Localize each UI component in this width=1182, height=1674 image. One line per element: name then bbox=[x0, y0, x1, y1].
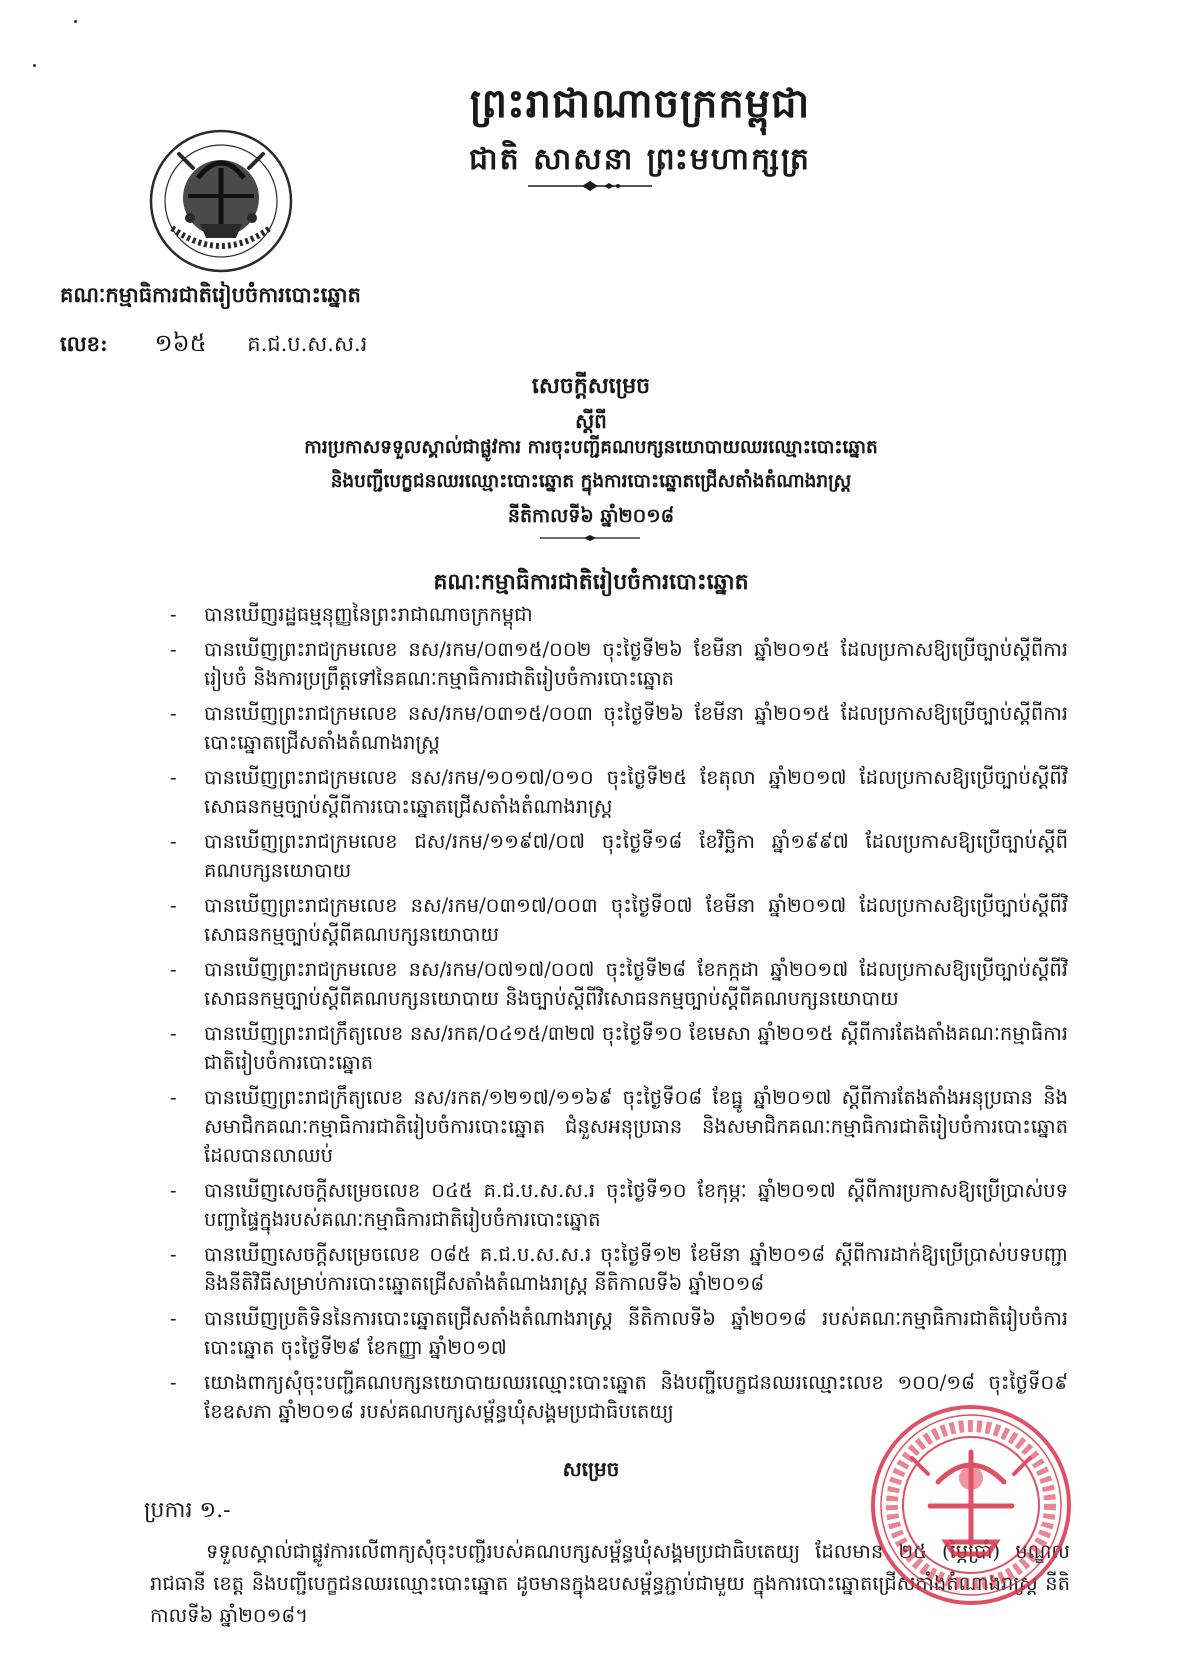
consideration-item: - បានឃើញព្រះរាជក្រមលេខ ជស/រកម/១១៩៧/០៧ ចុះថ្ងៃទី១៨ ខែវិច្ឆិកា ឆ្នាំ១៩៩៧ ដែលប្រកាសឱ្យប្រើច្បាប់ស្តីពីគណបក្សនយោបាយ bbox=[168, 827, 1068, 885]
consideration-item: - បានឃើញសេចក្តីសម្រេចលេខ ០៤៥ គ.ជ.ប.ស.ស.រ ចុះថ្ងៃទី១០ ខែកុម្ភៈ ឆ្នាំ២០១៧ ស្តីពីការប្រកាសឱ្យប្រើប្រាស់បទបញ្ជាផ្ទៃក្នុងរបស់គណៈកម្មាធិការជាតិរៀបចំការបោះឆ្នោត bbox=[168, 1176, 1068, 1234]
consideration-item: - បានឃើញព្រះរាជក្រមលេខ នស/រកម/០៣១៧/០០៣ ចុះថ្ងៃទី០៧ ខែមីនា ឆ្នាំ២០១៧ ដែលប្រកាសឱ្យប្រើច្បាប់ស្តីពីវិសោធនកម្មច្បាប់ស្តីពីគណបក្សនយោបាយ bbox=[168, 891, 1068, 949]
consideration-item: - បានឃើញព្រះរាជក្រឹត្យលេខ នស/រកត/០៤១៥/៣២៧ ចុះថ្ងៃទី១០ ខែមេសា ឆ្នាំ២០១៥ ស្តីពីការតែងតាំងគណៈកម្មាធិការជាតិរៀបចំការបោះឆ្នោត bbox=[168, 1019, 1068, 1077]
consideration-item: - បានឃើញរដ្ឋធម្មនុញ្ញនៃព្រះរាជាណាចក្រកម្ពុជា bbox=[168, 600, 1068, 629]
article-1-label: ប្រការ ១.- bbox=[144, 1498, 231, 1523]
national-election-committee-seal-icon bbox=[148, 128, 294, 274]
consideration-item: - បានឃើញព្រះរាជក្រមលេខ នស/រកម/០៣១៥/០០៣ ចុះថ្ងៃទី២៦ ខែមីនា ឆ្នាំ២០១៥ ដែលប្រកាសឱ្យប្រើច្បាប់ស្តីពីការបោះឆ្នោតជ្រើសតាំងតំណាងរាស្ត្រ bbox=[168, 699, 1068, 757]
decision-subject-line-3: នីតិកាលទី៦ ឆ្នាំ២០១៨ bbox=[507, 505, 675, 527]
article-1-text: ទទួលស្គាល់ជាផ្លូវការលើពាក្យសុំចុះបញ្ជីរបស់គណបក្សសម្ព័ន្ធឃុំសង្គមប្រជាធិបតេយ្យ ដែលមាន ២៥ (ម្ភៃប្រាំ) មណ្ឌលរាជធានី ខេត្ត និងបញ្ជីបេក្ខជនឈរឈ្មោះបោះឆ្នោត ដូចមានក្នុងឧបសម្ព័ន្ធភ្ជាប់ជាមួយ ក្នុងការបោះឆ្នោតជ្រើសតាំងតំណាងរាស្ត្រ នីតិកាលទី៦ ឆ្នាំ២០១៨។ bbox=[150, 1540, 1070, 1627]
scan-speck bbox=[74, 20, 77, 23]
consideration-item: - យោងពាក្យសុំចុះបញ្ជីគណបក្សនយោបាយឈរឈ្មោះបោះឆ្នោត និងបញ្ជីបេក្ខជនឈរឈ្មោះលេខ ១០០/១៨ ចុះថ្ងៃទី០៩ ខែឧសភា ឆ្នាំ២០១៨ របស់គណបក្សសម្ព័ន្ធឃុំសង្គមប្រជាធិបតេយ្យ bbox=[168, 1368, 1068, 1426]
consideration-item: - បានឃើញព្រះរាជក្រមលេខ នស/រកម/០៣១៥/០០២ ចុះថ្ងៃទី២៦ ខែមីនា ឆ្នាំ២០១៥ ដែលប្រកាសឱ្យប្រើច្បាប់ស្តីពីការរៀបចំ និងការប្រព្រឹត្តទៅនៃគណៈកម្មាធិការជាតិរៀបចំការបោះឆ្នោត bbox=[168, 635, 1068, 693]
decision-subject-label: ស្តីពី bbox=[575, 409, 607, 433]
reference-line bbox=[60, 328, 367, 363]
decision-subject-line-2: និងបញ្ជីបេក្ខជនឈរឈ្មោះបោះឆ្នោត ក្នុងការបោះឆ្នោតជ្រើសតាំងតំណាងរាស្ត្រ bbox=[330, 471, 852, 492]
considerations-list bbox=[168, 600, 1068, 1432]
decides-heading: សម្រេច bbox=[562, 1457, 620, 1481]
consideration-item: - បានឃើញប្រតិទិននៃការបោះឆ្នោតជ្រើសតាំងតំណាងរាស្ត្រ នីតិកាលទី៦ ឆ្នាំ២០១៨ របស់គណៈកម្មាធិការជាតិរៀបចំការបោះឆ្នោត ចុះថ្ងៃទី២៩ ខែកញ្ញា ឆ្នាំ២០១៧ bbox=[168, 1304, 1068, 1362]
reference-number-label: លេខ: bbox=[60, 331, 108, 356]
consideration-item: - បានឃើញព្រះរាជក្រមលេខ នស/រកម/១០១៧/០១០ ចុះថ្ងៃទី២៥ ខែតុលា ឆ្នាំ២០១៧ ដែលប្រកាសឱ្យប្រើច្បាប់ស្តីពីវិសោធនកម្មច្បាប់ស្តីពីការបោះឆ្នោតជ្រើសតាំងតំណាងរាស្ត្រ bbox=[168, 763, 1068, 821]
national-motto: ជាតិ សាសនា ព្រះមហាក្សត្រ bbox=[469, 142, 811, 177]
kingdom-title: ព្រះរាជាណាចក្រកម្ពុជា bbox=[469, 80, 811, 127]
scan-speck bbox=[33, 64, 36, 67]
consideration-item: - បានឃើញព្រះរាជក្រមលេខ នស/រកម/០៧១៧/០០៧ ចុះថ្ងៃទី២៨ ខែកក្កដា ឆ្នាំ២០១៧ ដែលប្រកាសឱ្យប្រើច្បាប់ស្តីពីវិសោធនកម្មច្បាប់ស្តីពីគណបក្សនយោបាយ និងច្បាប់ស្តីពីវិសោធនកម្មច្បាប់ស្តីពីគណបក្សនយោបាយ bbox=[168, 955, 1068, 1013]
reference-code: គ.ជ.ប.ស.ស.រ bbox=[247, 332, 368, 356]
decision-title: សេចក្តីសម្រេច bbox=[531, 373, 651, 399]
reference-number: ១៦៥ bbox=[154, 329, 207, 357]
consideration-item: - បានឃើញសេចក្តីសម្រេចលេខ ០៨៥ គ.ជ.ប.ស.ស.រ ចុះថ្ងៃទី១២ ខែមីនា ឆ្នាំ២០១៨ ស្តីពីការដាក់ឱ្យប្រើប្រាស់បទបញ្ជា និងនីតិវិធីសម្រាប់ការបោះឆ្នោតជ្រើសតាំងតំណាងរាស្ត្រ នីតិកាលទី៦ ឆ្នាំ២០១៨ bbox=[168, 1240, 1068, 1298]
issuer-name: គណៈកម្មាធិការជាតិរៀបចំការបោះឆ្នោត bbox=[60, 282, 361, 307]
consideration-item: - បានឃើញព្រះរាជក្រឹត្យលេខ នស/រកត/១២១៧/១១៦៩ ចុះថ្ងៃទី០៨ ខែធ្នូ ឆ្នាំ២០១៧ ស្តីពីការតែងតាំងអនុប្រធាន និងសមាជិកគណៈកម្មាធិការជាតិរៀបចំការបោះឆ្នោត ជំនួសអនុប្រធាន និងសមាជិកគណៈកម្មាធិការជាតិរៀបចំការបោះឆ្នោត ដែលបានលាឈប់ bbox=[168, 1083, 1068, 1170]
decision-subject-line-1: ការប្រកាសទទួលស្គាល់ជាផ្លូវការ ការចុះបញ្ជីគណបក្សនយោបាយឈរឈ្មោះបោះឆ្នោត bbox=[304, 437, 878, 458]
ornament-divider-icon bbox=[0, 530, 1182, 546]
official-red-stamp-icon bbox=[868, 1402, 1074, 1608]
committee-heading: គណៈកម្មាធិការជាតិរៀបចំការបោះឆ្នោត bbox=[433, 569, 749, 595]
